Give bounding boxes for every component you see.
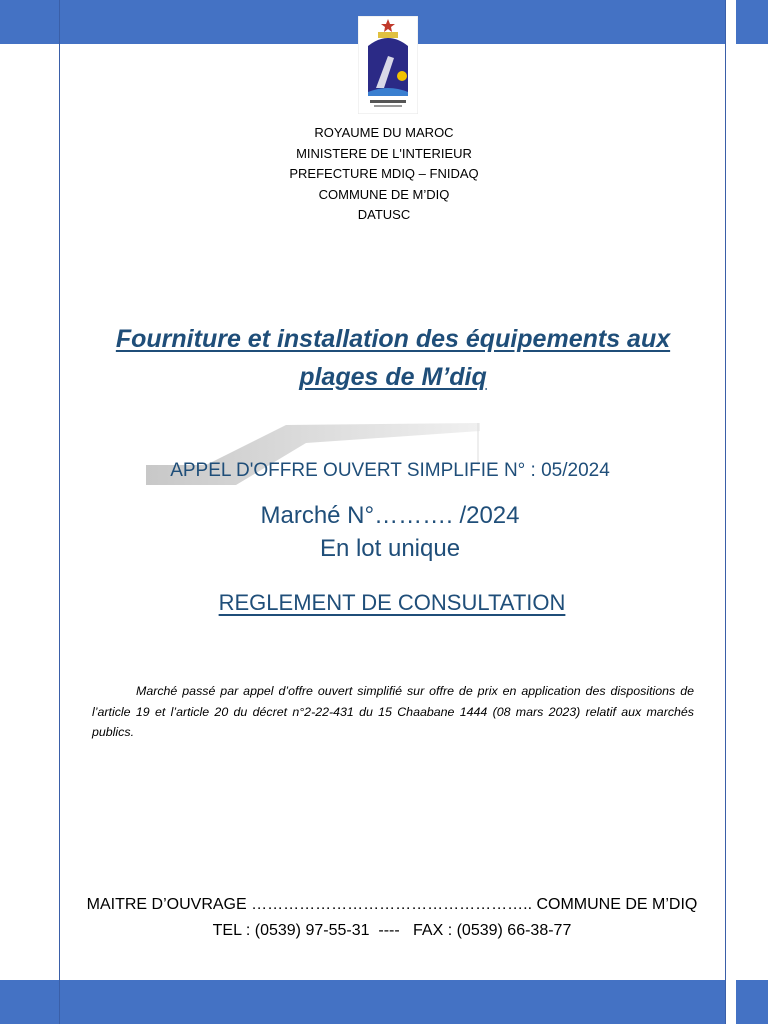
bottom-center-bar-overlay xyxy=(60,980,725,1024)
bottom-right-bar xyxy=(736,980,768,1024)
lot-label: En lot unique xyxy=(319,535,461,562)
header-line: PREFECTURE MDIQ – FNIDAQ xyxy=(289,166,479,181)
bottom-left-bar xyxy=(0,980,59,1024)
maitre-ouvrage-line: MAITRE D’OUVRAGE …………………………………………….. COMMUNE DE M’DIQ xyxy=(86,896,698,913)
institution-header xyxy=(0,123,768,226)
document-title: Fourniture et installation des équipements aux plages de M’diq xyxy=(115,325,671,391)
tender-reference: APPEL D'OFFRE OUVERT SIMPLIFIE N° : 05/2024 xyxy=(170,460,610,481)
legal-paragraph: Marché passé par appel d’offre ouvert simplifié sur offre de prix en application des dispositions de l’article 19 et l’article 20 du décret n°2-22-431 du 15 Chaabane 1444 (08 mars 2023) relatif aux marchés publics. xyxy=(92,684,694,739)
contact-line: TEL : (0539) 97-55-31 ---- FAX : (0539) 66-38-77 xyxy=(212,922,572,939)
top-left-bar xyxy=(0,0,59,44)
commune-emblem-logo xyxy=(358,16,418,114)
section-heading: REGLEMENT DE CONSULTATION xyxy=(218,590,566,615)
header-line: COMMUNE DE M’DIQ xyxy=(318,186,450,202)
top-right-bar xyxy=(736,0,768,44)
header-line: DATUSC xyxy=(357,207,411,222)
header-line: MINISTERE DE L'INTERIEUR xyxy=(296,145,472,161)
header-line: ROYAUME DU MAROC xyxy=(314,125,454,140)
contract-number: Marché N°………. /2024 xyxy=(260,502,520,529)
